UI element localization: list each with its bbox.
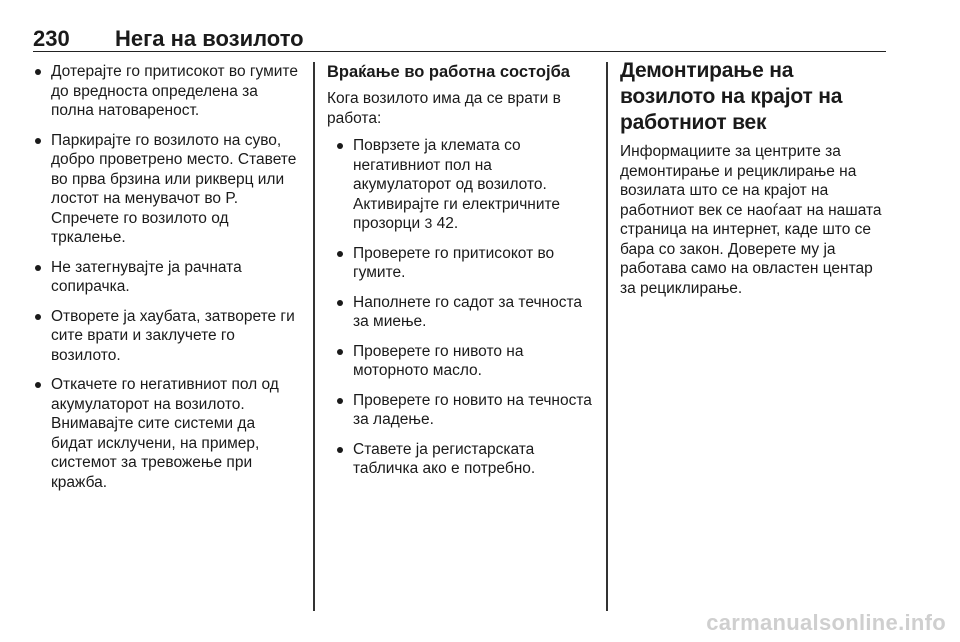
list-item: Проверете го новито на течноста за ладење.: [327, 391, 593, 430]
page-reference-link[interactable]: 42.: [436, 215, 459, 232]
bullet-icon: [35, 382, 41, 388]
bullet-icon: [35, 69, 41, 75]
chapter-title: Нега на возилото: [115, 26, 304, 51]
page-header: [33, 18, 886, 52]
list-item: Проверете го нивото на моторното масло.: [327, 342, 593, 381]
bullet-icon: [35, 314, 41, 320]
section-heading-recommission: Враќање во работна состојба: [327, 63, 570, 81]
intro-text: Кога возилото има да се врати в работа:: [327, 90, 561, 127]
list-item: Не затегнувајте ја рачната сопирачка.: [33, 258, 299, 297]
list-item: Отворете ја хаубата, затворете ги сите врати и заклучете го возилото.: [33, 307, 299, 366]
bullet-icon: [337, 251, 343, 257]
end-of-life-paragraph: Информациите за центрите за демонтирање и рециклирање на возилата што се на крајот на работниот век се наоѓаат на нашата страница на интернет, каде што се бара со закон. Доверете му ја работава само на овластен центар за рециклирање.: [620, 143, 882, 297]
bullet-icon: [337, 447, 343, 453]
list-item: Наполнете го садот за течноста за миење.: [327, 293, 593, 332]
list-item: Поврзете ја клемата со негативниот пол на акумулаторот од возилото. Активирајте ги електричните прозорци 3 42.: [327, 136, 593, 234]
list-item: Дотерајте го притисокот во гумите до вредноста определена за полна натовареност.: [33, 62, 299, 121]
page-number: 230: [33, 26, 70, 51]
column-left: [33, 62, 299, 502]
section-heading-end-of-life: Демонтирање на возилото на крајот на работниот век: [620, 59, 843, 134]
recommission-list: [327, 136, 593, 479]
header-rule: [33, 51, 886, 53]
bullet-icon: [337, 300, 343, 306]
bullet-icon: [337, 143, 343, 149]
column-middle: [327, 62, 593, 489]
preparation-list: [33, 62, 299, 492]
list-item: Проверете го притисокот во гумите.: [327, 244, 593, 283]
column-divider-1: [313, 62, 315, 611]
column-right: [620, 59, 890, 298]
list-item: Ставете ја регистарската табличка ако е потребно.: [327, 440, 593, 479]
page-reference-icon: 3: [424, 215, 433, 231]
bullet-icon: [35, 138, 41, 144]
bullet-icon: [337, 349, 343, 355]
bullet-icon: [337, 398, 343, 404]
list-item: Паркирајте го возилото на суво, добро проветрено место. Ставете во прва брзина или рикверц или лостот на менувачот во P. Спречете го возилото од тркалење.: [33, 131, 299, 248]
list-item: Откачете го негативниот пол од акумулаторот на возилото. Внимавајте сите системи да бидат исклучени, на пример, системот за тревожење при кражба.: [33, 375, 299, 492]
bullet-icon: [35, 265, 41, 271]
column-divider-2: [606, 62, 608, 611]
watermark: carmanualsonline.info: [706, 610, 946, 635]
